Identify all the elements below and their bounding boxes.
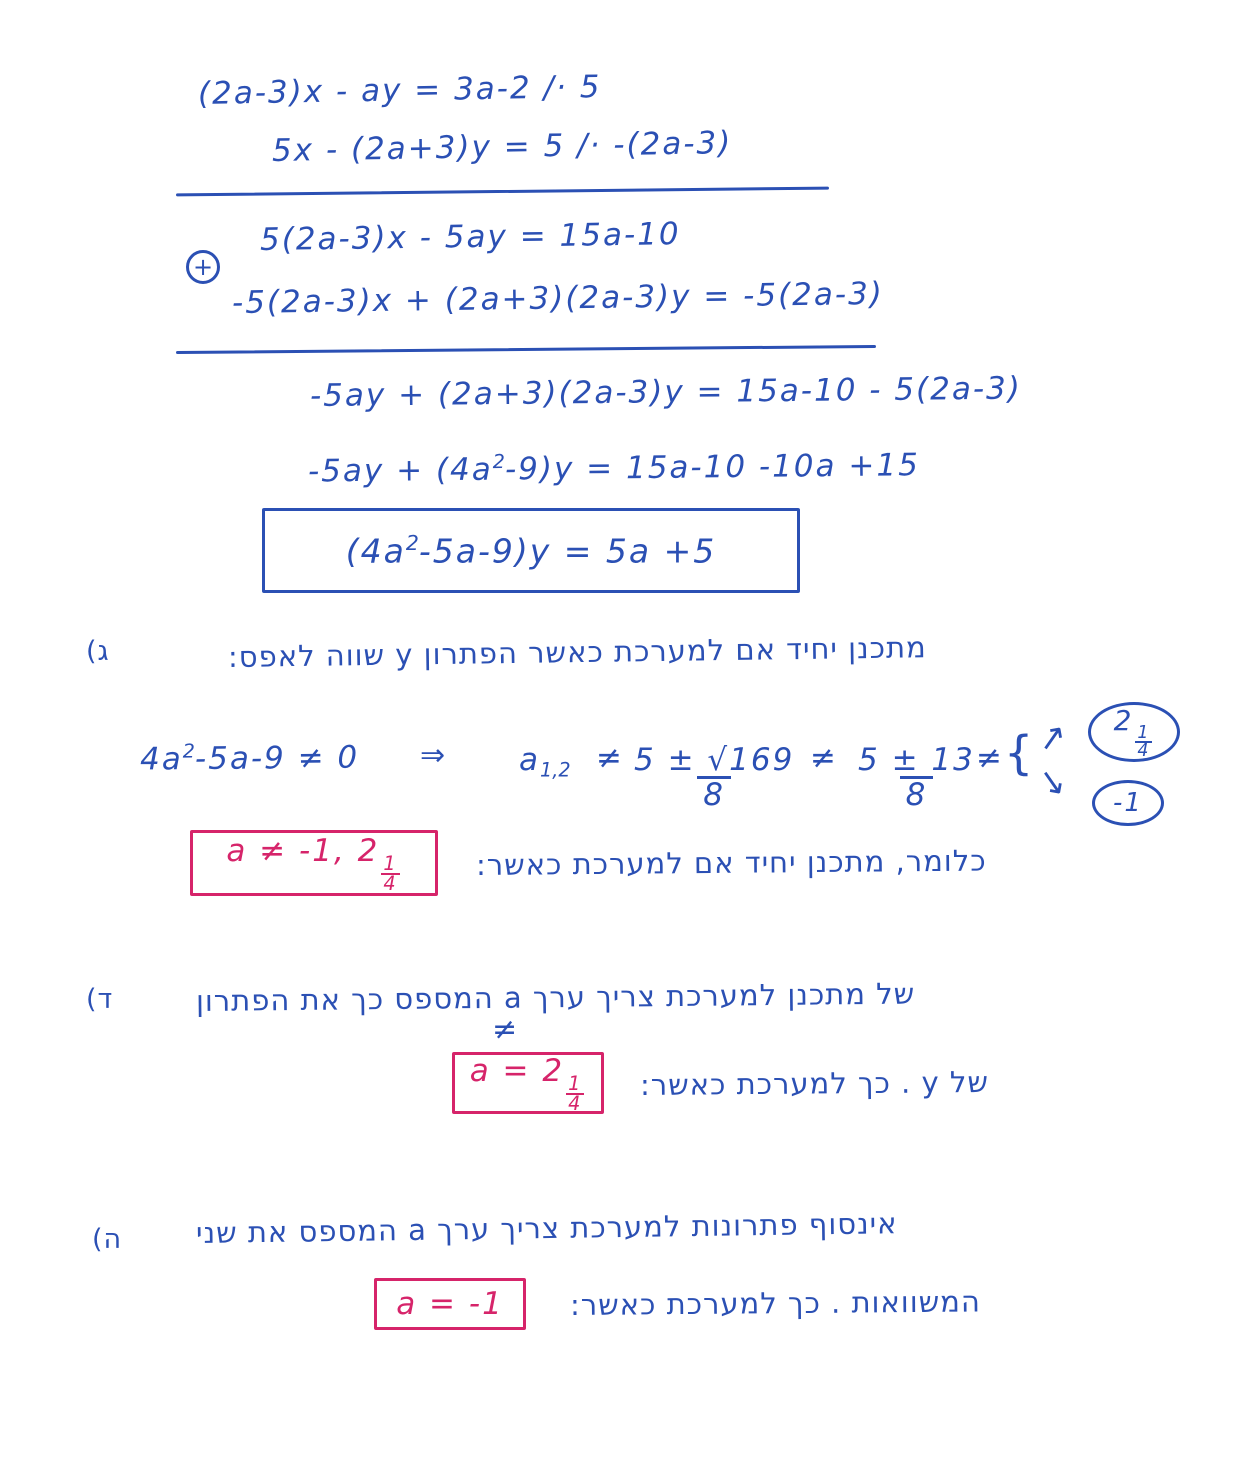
- part-c-neq-1: ≠: [596, 740, 624, 776]
- root-upper-whole: 2: [1113, 704, 1134, 738]
- plus-symbol: +: [192, 253, 214, 281]
- plus-operation-circle: [186, 250, 220, 284]
- root-value-lower: -1: [1113, 788, 1143, 818]
- root-value-upper: [1114, 704, 1155, 760]
- part-d-question-line-1: של מתכנן למערכת צריך ערך a המספס כך את הפתרון: [195, 976, 916, 1018]
- part-d-question-line-2: של y . כך למערכת כאשר:: [639, 1064, 990, 1102]
- part-d-answer-frac-den: 4: [568, 1091, 583, 1115]
- part-c-fraction-1-denominator: 8: [697, 776, 731, 812]
- part-c-roots-label: [519, 742, 571, 782]
- root-value-upper-circle: [1088, 702, 1180, 762]
- part-d-answer-text: [470, 1053, 587, 1113]
- root-upper-frac-num: 1: [1137, 722, 1151, 743]
- part-c-roots-a: a: [519, 742, 540, 778]
- part-d-answer-box: [452, 1052, 604, 1114]
- equation-line-6: [308, 446, 920, 490]
- part-c-answer-prefix: a ≠ -1, 2: [226, 832, 380, 869]
- part-e-question-line-1: אינסוף פתרונות למערכת צריך ערך a המספס את שני: [195, 1206, 898, 1250]
- arrow-down-icon: ↘: [1034, 759, 1070, 805]
- root-upper-frac-den: 4: [1137, 741, 1151, 762]
- part-c-answer-text: [226, 833, 401, 893]
- part-c-condition-exponent: 2: [182, 739, 195, 763]
- part-c-condition-left: 4a: [139, 741, 183, 778]
- part-c-fraction-2: [848, 726, 985, 812]
- boxed-result-right: -5a-9)y = 5a +5: [418, 531, 717, 571]
- equation-line-1: (2a-3)x - ay = 3a-2 /· 5: [197, 68, 602, 112]
- part-e-marker: ה): [92, 1224, 123, 1255]
- part-c-question: מתכנן יחיד אם למערכת כאשר הפתרון y שווה לאפס:: [227, 630, 927, 674]
- part-e-answer-box: [374, 1278, 526, 1330]
- part-c-fraction-1: [624, 726, 804, 812]
- part-c-answer-box: [190, 830, 438, 896]
- boxed-result-text: [346, 531, 717, 570]
- part-c-answer-frac-den: 4: [383, 871, 398, 895]
- part-d-marker: ד): [86, 984, 114, 1015]
- divider-rule-1: [176, 187, 829, 197]
- equation-line-5: -5ay + (2a+3)(2a-3)y = 15a-10 - 5(2a-3): [309, 370, 1023, 414]
- part-c-fraction-1-numerator: 5 ± √169: [634, 741, 795, 778]
- part-c-neq-3: ≠: [976, 740, 1004, 776]
- part-c-implies-arrow: ⇒: [420, 738, 448, 773]
- part-e-answer-text: a = -1: [396, 1286, 504, 1322]
- arrow-up-icon: ↗: [1034, 715, 1070, 761]
- part-c-answer-sentence: כלומר, מתכנן יחיד אם למערכת כאשר:: [475, 843, 987, 882]
- part-c-fraction-2-numerator: 5 ± 13: [858, 741, 975, 778]
- part-c-condition-right: -5a-9 ≠ 0: [194, 739, 360, 778]
- equation-line-4: -5(2a-3)x + (2a+3)(2a-3)y = -5(2a-3): [231, 275, 885, 321]
- part-c-fraction-2-denominator: 8: [900, 776, 934, 812]
- boxed-result: [262, 508, 800, 593]
- part-c-roots-subscript: 1,2: [540, 758, 571, 782]
- part-c-marker: ג): [86, 636, 110, 667]
- divider-rule-2: [176, 345, 876, 354]
- part-d-answer-frac-num: 1: [568, 1071, 583, 1095]
- part-c-neq-2: ≠: [810, 740, 838, 776]
- equation-line-3: 5(2a-3)x - 5ay = 15a-10: [259, 216, 681, 258]
- part-d-neq-symbol: ≠: [492, 1012, 520, 1047]
- equation-line-2: 5x - (2a+3)y = 5 /· -(2a-3): [271, 124, 733, 169]
- part-c-condition: [140, 738, 360, 777]
- boxed-result-left: (4a: [345, 531, 406, 571]
- root-value-lower-circle: [1092, 780, 1164, 826]
- equation-line-6-left: -5ay + (4a: [307, 451, 493, 490]
- equation-line-6-right: -9)y = 15a-10 -10a +15: [504, 447, 921, 488]
- equation-line-6-exponent: 2: [492, 449, 506, 474]
- boxed-result-exponent: 2: [405, 530, 419, 555]
- part-c-answer-frac-num: 1: [383, 851, 398, 875]
- part-d-answer-prefix: a = 2: [469, 1052, 565, 1089]
- part-c-brace-icon: {: [1004, 726, 1034, 780]
- part-e-question-line-2: המשוואות . כך למערכת כאשר:: [569, 1284, 981, 1322]
